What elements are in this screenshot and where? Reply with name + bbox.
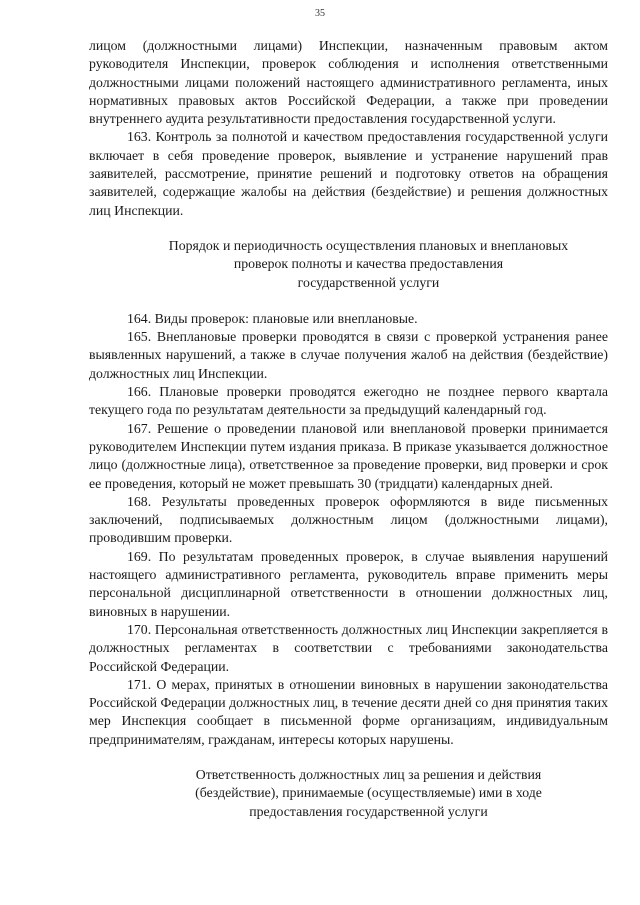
paragraph-169: 169. По результатам проведенных проверок, в случае выявления нарушений настоящего административного регламента, руководитель вправе применить меры персональной дисциплинарной ответственности в отношении должностных лиц, виновных в нарушении. <box>89 548 608 619</box>
section-heading-inspections <box>89 237 608 292</box>
paragraph-continued: лицом (должностными лицами) Инспекции, назначенным правовым актом руководителя Инспекции, проверок соблюдения и исполнения ответственными должностными лицами положений настоящего административного регламента, иных нормативных правовых актов Российской Федерации, а также при проведении внутреннего аудита результативности предоставления государственной услуги. <box>89 38 608 127</box>
heading-line: Ответственность должностных лиц за решения и действия <box>195 766 542 782</box>
paragraph-171: 171. О мерах, принятых в отношении виновных в нарушении законодательства Российской Федерации должностных лиц, в течение десяти дней со дня принятия таких мер Инспекция сообщает в письменной форме организациям, индивидуальным предпринимателям, гражданам, интересы которых нарушены. <box>89 676 608 747</box>
heading-line: проверок полноты и качества предоставления <box>233 256 504 272</box>
paragraph-170: 170. Персональная ответственность должностных лиц Инспекции закрепляется в должностных регламентах в соответствии с требованиями законодательства Российской Федерации. <box>89 621 608 674</box>
heading-line: (бездействие), принимаемые (осуществляемые) ими в ходе <box>195 785 542 801</box>
paragraph-164: 164. Виды проверок: плановые или внеплановые. <box>127 310 418 326</box>
paragraph-166: 166. Плановые проверки проводятся ежегодно не позднее первого квартала текущего года по результатам деятельности за предыдущий календарный год. <box>89 384 608 418</box>
paragraph-165: 165. Внеплановые проверки проводятся в связи с проверкой устранения ранее выявленных нарушений, а также в случае получения жалоб на действия (бездействие) должностных лиц Инспекции. <box>89 329 608 381</box>
paragraph-163: 163. Контроль за полнотой и качеством предоставления государственной услуги включает в себя проведение проверок, выявление и устранение нарушений прав заявителей, рассмотрение, принятие решений и подготовку ответов на обращения заявителей, содержащие жалобы на действия (бездействие) и решения должностных лиц Инспекции. <box>89 129 608 218</box>
document-body <box>89 37 608 821</box>
section-heading-responsibility <box>89 766 608 821</box>
paragraph-168: 168. Результаты проведенных проверок оформляются в виде письменных заключений, подписываемых должностным лицом (должностными лицами), проводившим проверки. <box>89 493 608 546</box>
heading-line: Порядок и периодичность осуществления плановых и внеплановых <box>168 237 569 253</box>
heading-line: государственной услуги <box>297 274 440 290</box>
paragraph-167: 167. Решение о проведении плановой или внеплановой проверки принимается руководителем Инспекции путем издания приказа. В приказе указывается должностное лицо (должностные лица), ответственное за проведение проверки, вид проверки и срок ее проведения, который не может превышать 30 (тридцати) календарных дней. <box>89 420 608 491</box>
heading-line: предоставления государственной услуги <box>249 803 488 819</box>
page-number: 35 <box>315 8 325 19</box>
